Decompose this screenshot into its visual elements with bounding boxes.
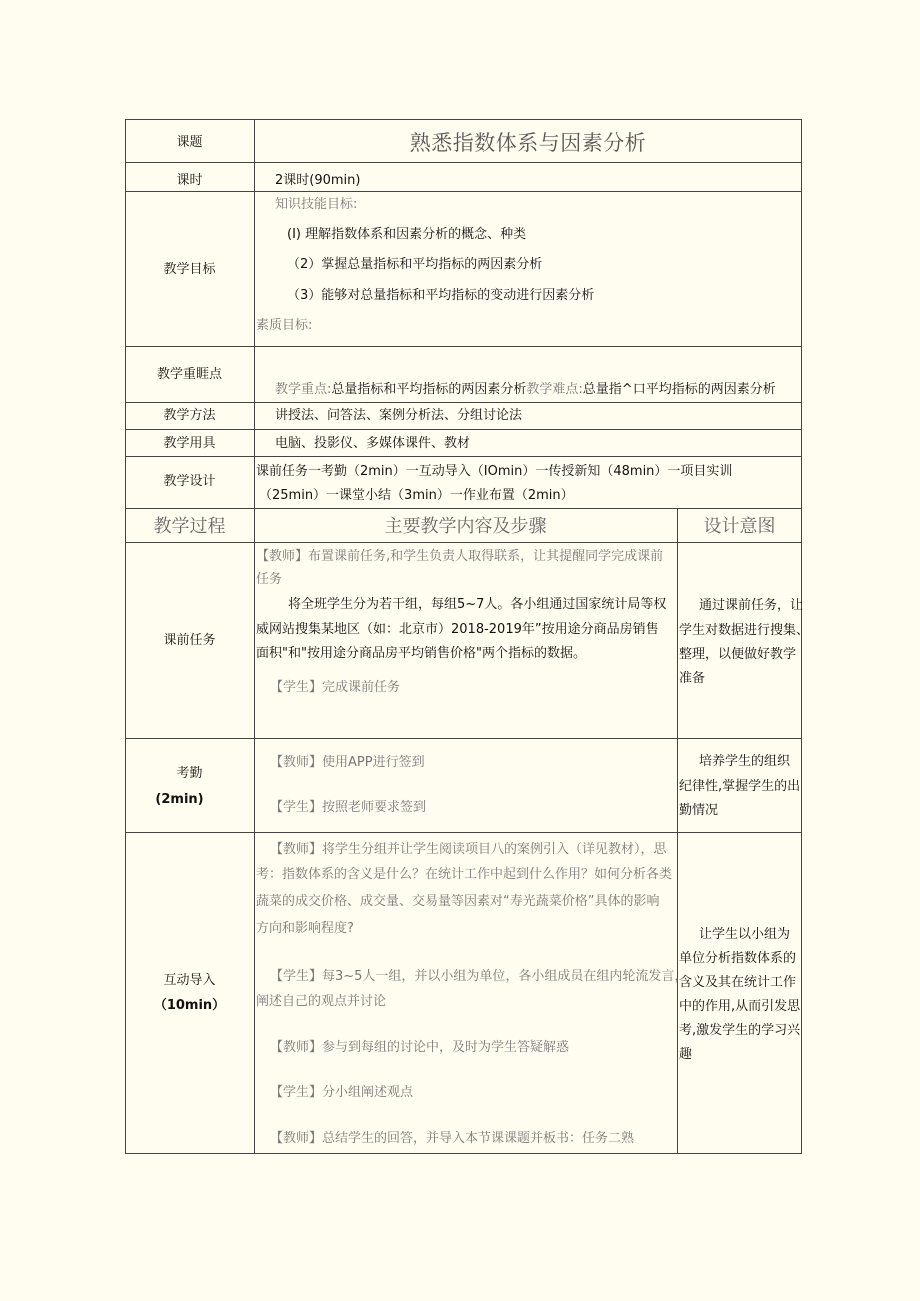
hours-value: 2课时(90min)	[275, 173, 361, 188]
tools-label: 教学用具	[163, 436, 216, 451]
intro-teacher-line: 考：指数体系的含义是什么？在统计工作中起到什么作用？如何分析各类	[256, 867, 673, 882]
course-title-label: 课题	[176, 135, 203, 150]
section-name-attendance: 考勤	[176, 766, 203, 781]
methods-value: 讲授法、问答法、案例分析法、分组讨论法	[275, 408, 523, 423]
pre-intent-line: 学生对数据进行搜集、	[679, 623, 810, 638]
row-divider	[125, 162, 802, 163]
row-divider	[125, 346, 802, 347]
pre-intent-line: 整理，以便做好教学	[679, 647, 797, 662]
row-divider	[125, 191, 802, 192]
intro-intent-line: 含义及其在统计工作	[679, 975, 797, 990]
intro-student-line: 【学生】分小组阐述观点	[270, 1085, 414, 1100]
intro-teacher-line: 【教师】将学生分组并让学生阅读项目八的案例引入（详见教材），思	[270, 842, 667, 857]
intro-teacher-line: 蔬菜的成交价格、成交量、交易量等因素对“寿光蔬菜价格”具体的影响	[256, 894, 660, 909]
attendance-intent-line: 勤情况	[679, 803, 719, 818]
key-points-label: 教学重睚点	[156, 367, 222, 382]
pre-intent-line: 准备	[679, 671, 706, 686]
attendance-time: (2min)	[155, 792, 204, 807]
attendance-student-line: 【学生】按照老师要求签到	[270, 800, 427, 815]
design-line: （25min）一课堂小结（3min）一作业布置（2min）	[259, 488, 574, 503]
row-divider	[125, 508, 802, 509]
row-divider	[125, 832, 802, 833]
pre-intent-line: 通过课前任务，让	[699, 598, 804, 613]
intro-time: （10min）	[153, 998, 226, 1013]
row-divider	[125, 738, 802, 739]
objective-item: (I) 理解指数体系和因素分析的概念、种类	[287, 227, 527, 242]
difficulty: 总量指^口平均指标的两因素分析	[582, 382, 776, 397]
design-line: 课前任务一考勤（2min）一互动导入（IOmin）一传授新知（48min）一项目实训	[256, 464, 733, 479]
intro-teacher-line: 【教师】参与到每组的讨论中，及时为学生答疑解惑	[270, 1040, 570, 1055]
attendance-intent-line: 纪律性,掌握学生的出	[679, 779, 801, 794]
objectives-heading: 知识技能目标:	[275, 197, 358, 212]
section-name-pre-task: 课前任务	[163, 633, 216, 648]
methods-label: 教学方法	[163, 408, 216, 423]
column-header-intent: 设计意图	[703, 516, 776, 537]
attendance-intent-line: 培养学生的组织	[699, 754, 791, 769]
intro-intent-line: 趣	[679, 1047, 693, 1062]
pre-student-line: 【学生】完成课前任务	[270, 680, 401, 695]
objective-item: （3）能够对总量指标和平均指标的变动进行因素分析	[287, 288, 595, 303]
intro-intent-line: 考,激发学生的学习兴	[679, 1023, 801, 1038]
row-divider	[125, 542, 802, 543]
row-divider	[125, 429, 802, 430]
intro-intent-line: 让学生以小组为	[699, 927, 791, 942]
pre-body-line: 威网站搜集某地区（如：北京市）2018-2019年”按用途分商品房销售	[256, 622, 659, 637]
column-divider	[254, 119, 255, 1154]
intro-student-line: 阐述自己的观点并讨论	[256, 994, 387, 1009]
key-point: 总量指标和平均指标的两因素分析	[331, 382, 527, 397]
difficulty-prefix: 教学难点:	[526, 382, 583, 397]
pre-body-line: 面积"和"按用途分商品房平均销售价格"两个指标的数据。	[256, 646, 586, 661]
design-label: 教学设计	[163, 474, 216, 489]
intro-student-line: 【学生】每3~5人一组，并以小组为单位，各小组成员在组内轮流发言，	[270, 969, 688, 984]
tools-value: 电脑、投影仪、多媒体课件、教材	[275, 436, 471, 451]
column-header-process: 教学过程	[153, 516, 226, 537]
pre-teacher-line: 【教师】布置课前任务,和学生负责人取得联系，让其提醒同学完成课前	[256, 549, 664, 564]
section-name-intro: 互动导入	[163, 973, 216, 988]
row-divider	[125, 456, 802, 457]
intro-intent-line: 中的作用,从而引发思	[679, 999, 801, 1014]
intro-teacher-line: 方向和影响程度?	[256, 921, 354, 936]
intro-intent-line: 单位分析指数体系的	[679, 951, 797, 966]
pre-body-line: 将全班学生分为若干组，每组5~7人。各小组通过国家统计局等权	[288, 597, 667, 612]
intro-teacher-line: 【教师】总结学生的回答，并导入本节课课题并板书：任务二熟	[270, 1131, 635, 1146]
column-header-content: 主要教学内容及步骤	[384, 516, 547, 537]
course-title: 熟悉指数体系与因素分析	[409, 131, 647, 155]
column-divider	[677, 508, 678, 1154]
key-points-line	[275, 381, 776, 399]
hours-label: 课时	[176, 173, 203, 188]
pre-teacher-line: 任务	[256, 572, 283, 587]
attendance-teacher-line: 【教师】使用APP进行签到	[270, 755, 425, 770]
key-point-prefix: 教学重点:	[275, 382, 332, 397]
objectives-label: 教学目标	[163, 262, 216, 277]
quality-heading: 素质目标:	[256, 318, 313, 333]
objective-item: （2）掌握总量指标和平均指标的两因素分析	[287, 257, 543, 272]
row-divider	[125, 402, 802, 403]
